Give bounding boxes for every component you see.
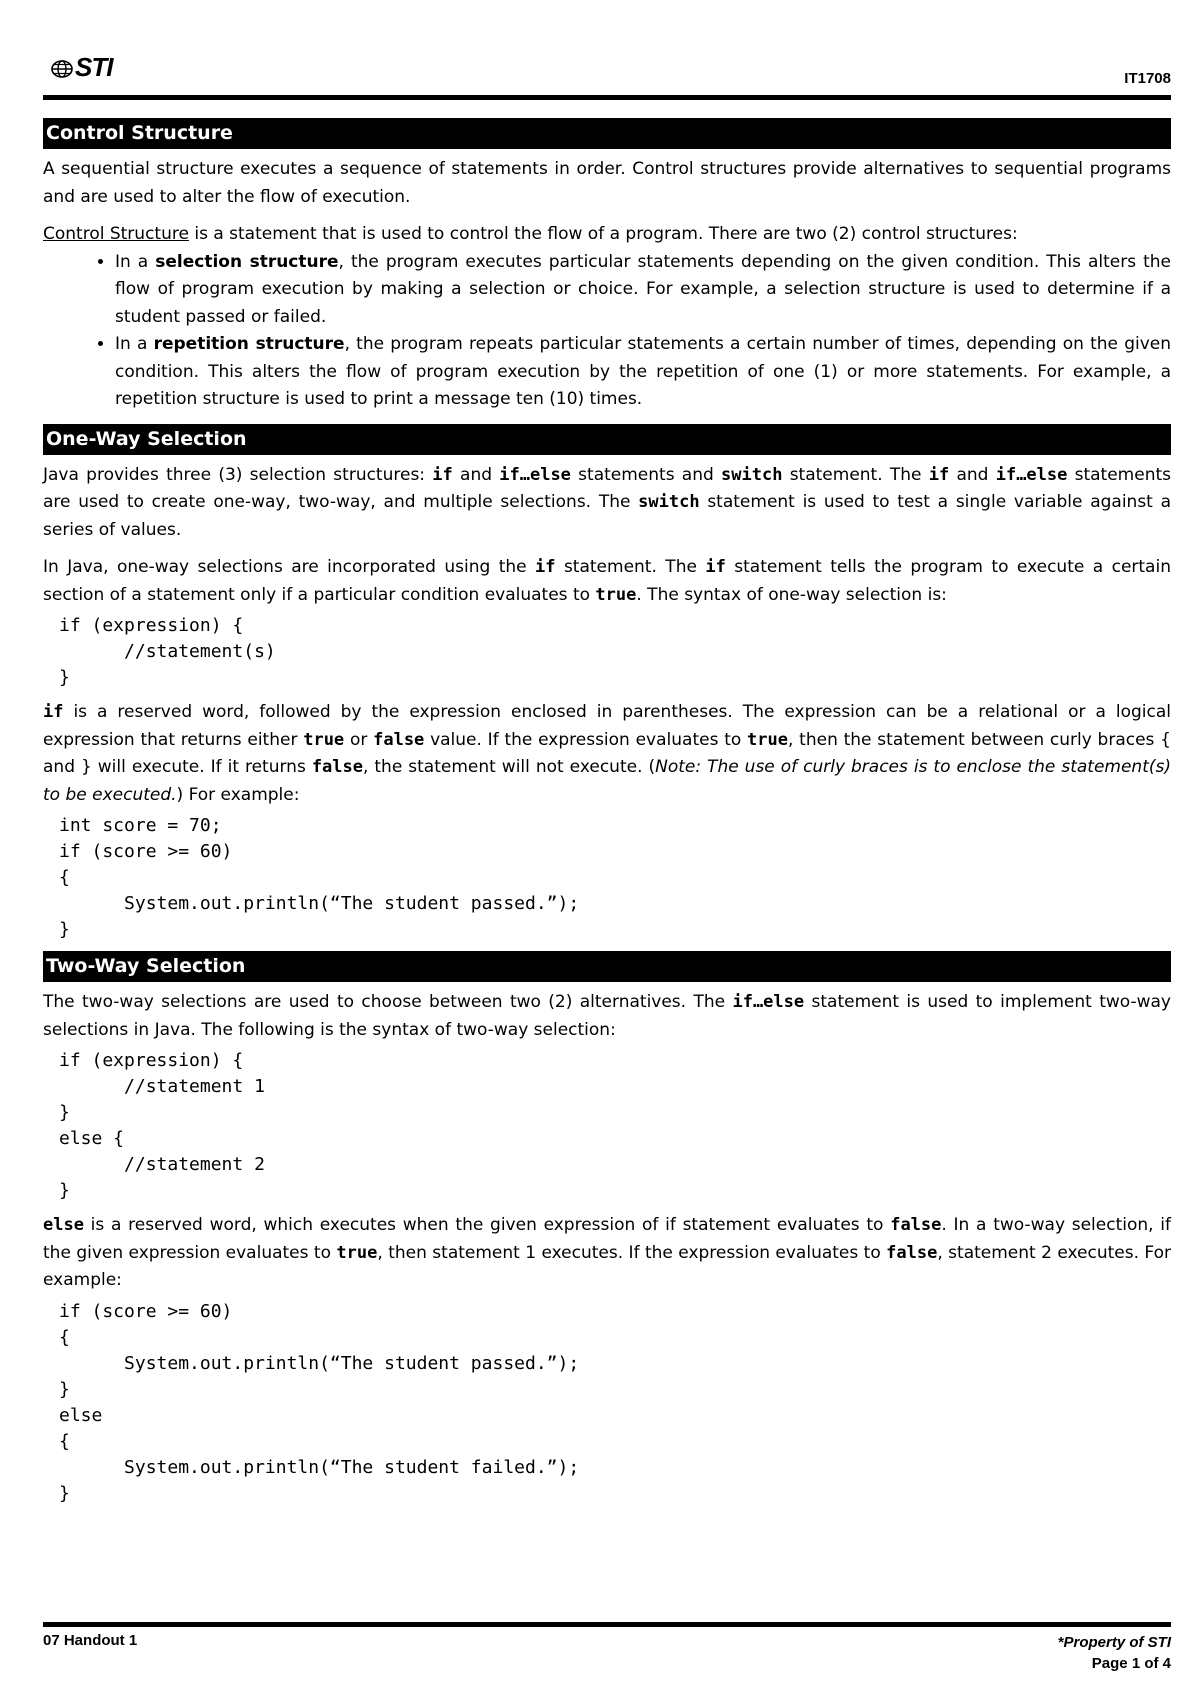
bullet-list (43, 249, 1171, 414)
sti-logo (51, 52, 112, 83)
paragraph: A sequential structure executes a sequence of statements in order. Control structures provide alternatives to sequential programs and are used to alter the flow of execution. (43, 159, 1171, 207)
section-heading-two-way-selection: Two-Way Selection (43, 951, 1171, 982)
paragraph: else is a reserved word, which executes when the given expression of if statement evaluates to false. In a two-way selection, if the given expression evaluates to true, then statement 1 executes. If the expression evaluates to false, statement 2 executes. For example: (43, 1215, 1171, 1290)
code-block-syntax: if (expression) { //statement(s) } (59, 615, 276, 688)
code-block-syntax: if (expression) { //statement 1 } else { //statement 2 } (59, 1050, 265, 1201)
globe-icon (51, 60, 73, 78)
footer-page-number: Page 1 of 4 (1091, 1655, 1171, 1672)
paragraph: Control Structure is a statement that is used to control the flow of a program. There are two (2) control structures: (43, 224, 1018, 244)
course-code: IT1708 (1124, 70, 1171, 87)
paragraph: if is a reserved word, followed by the expression enclosed in parentheses. The expression can be a relational or a logical expression that returns either true or false value. If the expression evaluates to true, then the statement between curly braces { and } will execute. If it returns false, the statement will not execute. (Note: The use of curly braces is to enclose the statement(s) to be executed.) For example: (43, 702, 1171, 805)
list-item: • In a selection structure, the program executes particular statements depending on the given condition. This alters the flow of program execution by making a selection or choice. For example, a selection structure is used to determine if a student passed or failed. (115, 249, 1171, 332)
logo-text: STI (75, 52, 113, 82)
paragraph: The two-way selections are used to choose between two (2) alternatives. The if…else statement is used to implement two-way selections in Java. The following is the syntax of two-way selection: (43, 992, 1171, 1040)
footer-property: *Property of STI (1057, 1634, 1171, 1651)
list-item: • In a repetition structure, the program repeats particular statements a certain number of times, depending on the given condition. This alters the flow of program execution by the repetition of one (1) or more statements. For example, a repetition structure is used to print a message ten (10) times. (115, 331, 1171, 414)
footer-right (1058, 1632, 1171, 1674)
section-heading-one-way-selection: One-Way Selection (43, 424, 1171, 455)
section-heading-control-structure: Control Structure (43, 118, 1171, 149)
document-body (43, 118, 1171, 1515)
code-block-example: int score = 70; if (score >= 60) { System.out.println(“The student passed.”); } (59, 815, 580, 940)
footer-handout-label: 07 Handout 1 (43, 1632, 138, 1649)
footer-rule (43, 1622, 1171, 1627)
paragraph: Java provides three (3) selection structures: if and if…else statements and switch statement. The if and if…else statements are used to create one-way, two-way, and multiple selections. The switch statement is used to test a single variable against a series of values. (43, 464, 1172, 540)
paragraph: In Java, one-way selections are incorporated using the if statement. The if statement tells the program to execute a certain section of a statement only if a particular condition evaluates to true. The syntax of one-way selection is: (43, 557, 1171, 605)
term: Control Structure (43, 224, 189, 244)
code-block-example: if (score >= 60) { System.out.println(“The student passed.”); } else { System.out.println(“The student failed.”); } (59, 1300, 580, 1504)
header-rule (43, 95, 1171, 100)
